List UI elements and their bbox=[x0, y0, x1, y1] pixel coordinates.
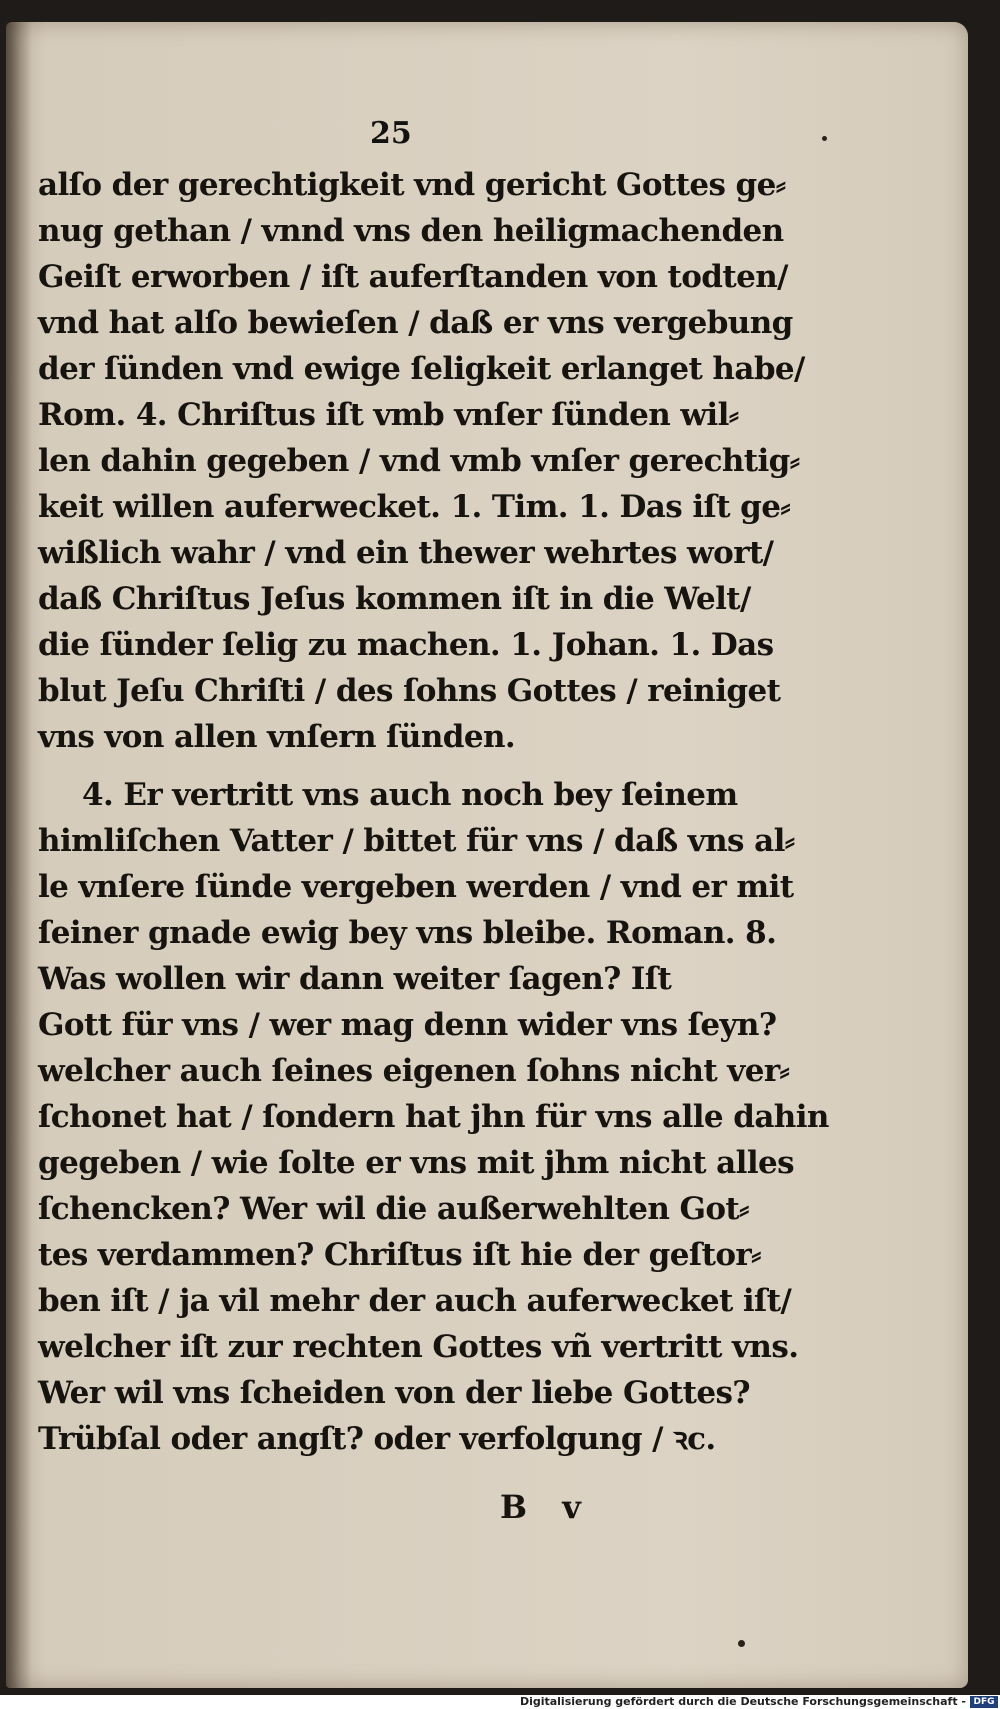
text-line: ben iſt / ja vil mehr der auch auferwecket iſt/ bbox=[38, 1283, 792, 1319]
text-line: welcher auch ſeines eigenen ſohns nicht ver⸗ bbox=[38, 1053, 790, 1089]
page-number: 25 bbox=[370, 116, 412, 151]
text-line: vnd hat alſo bewieſen / daß er vns vergebung bbox=[38, 305, 793, 341]
text-line: die ſünder ſelig zu machen. 1. Johan. 1. Das bbox=[38, 627, 774, 663]
text-line: welcher iſt zur rechten Gottes vñ vertritt vns. bbox=[38, 1329, 799, 1365]
text-line: le vnſere ſünde vergeben werden / vnd er mit bbox=[38, 869, 794, 905]
text-line: tes verdammen? Chriſtus iſt hie der geſtor⸗ bbox=[38, 1237, 761, 1273]
text-line: blut Jeſu Chriſti / des ſohns Gottes / reiniget bbox=[38, 673, 781, 709]
text-line: nug gethan / vnnd vns den heiligmachenden bbox=[38, 213, 784, 249]
text-line: Wer wil vns ſcheiden von der liebe Gottes? bbox=[38, 1375, 750, 1411]
text-line: vns von allen vnſern ſünden. bbox=[38, 719, 516, 755]
signature-mark: B v bbox=[500, 1488, 581, 1526]
text-line: wißlich wahr / vnd ein thewer wehrtes wort/ bbox=[38, 535, 774, 571]
text-line: keit willen auferwecket. 1. Tim. 1. Das iſt ge⸗ bbox=[38, 489, 791, 525]
text-line: Geiſt erworben / iſt auferſtanden von todten/ bbox=[38, 259, 788, 295]
text-line: len dahin gegeben / vnd vmb vnſer gerechtig⸗ bbox=[38, 443, 800, 479]
text-line: daß Chriſtus Jeſus kommen iſt in die Welt/ bbox=[38, 581, 751, 617]
ink-speck bbox=[822, 136, 827, 141]
text-line: ſchencken? Wer wil die außerwehlten Got⸗ bbox=[38, 1191, 749, 1227]
ink-speck bbox=[738, 1640, 745, 1647]
spine-shadow bbox=[6, 22, 32, 1688]
dfg-logo: DFG bbox=[970, 1696, 998, 1708]
text-line: Was wollen wir dann weiter ſagen? Iſt bbox=[38, 961, 672, 997]
text-line: der ſünden vnd ewige ſeligkeit erlanget habe/ bbox=[38, 351, 805, 387]
text-line: ſchonet hat / ſondern hat jhn für vns alle dahin bbox=[38, 1099, 829, 1135]
text-line: 4. Er vertritt vns auch noch bey ſeinem bbox=[82, 777, 738, 813]
text-line: alſo der gerechtigkeit vnd gericht Gottes ge⸗ bbox=[38, 167, 786, 203]
text-line: ſeiner gnade ewig bey vns bleibe. Roman. 8. bbox=[38, 915, 777, 951]
funding-credit: Digitalisierung gefördert durch die Deutsche Forschungsgemeinschaft - bbox=[519, 1695, 966, 1708]
text-line: Trübſal oder angſt? oder verfolgung / ꝛc. bbox=[38, 1421, 716, 1457]
text-line: Rom. 4. Chriſtus iſt vmb vnſer ſünden wil⸗ bbox=[38, 397, 739, 433]
text-line: gegeben / wie ſolte er vns mit jhm nicht alles bbox=[38, 1145, 794, 1181]
text-line: Gott für vns / wer mag denn wider vns ſeyn? bbox=[38, 1007, 777, 1043]
text-line: himliſchen Vatter / bittet für vns / daß vns al⸗ bbox=[38, 823, 795, 859]
